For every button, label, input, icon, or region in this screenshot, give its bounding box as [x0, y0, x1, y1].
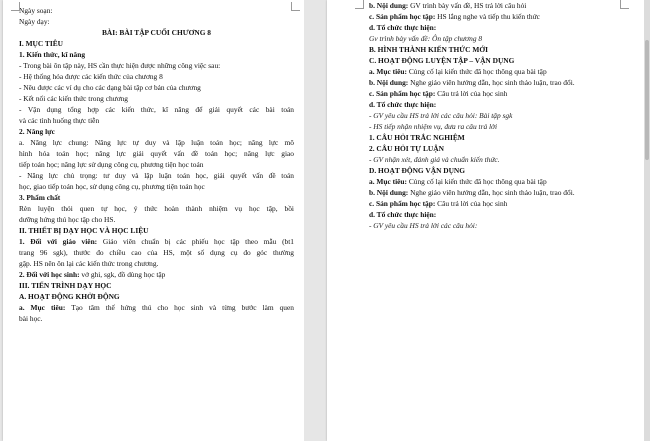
- line-text: B. HÌNH THÀNH KIẾN THỨC MỚI: [369, 45, 488, 54]
- line-text: 1. CÂU HỎI TRẮC NGHIỆM: [369, 133, 465, 142]
- right-page-content[interactable]: [369, 0, 635, 231]
- line-text: 2. Năng lực: [19, 127, 55, 136]
- line-text: - Năng lực chủ trọng: tư duy và lập luận toán học, giải quyết vấn đề toán: [19, 171, 294, 180]
- text-line: [19, 214, 294, 225]
- text-line: [369, 165, 635, 176]
- text-line: [369, 121, 635, 132]
- text-line: [19, 170, 294, 181]
- text-line: [19, 126, 294, 137]
- line-text: d. Tổ chức thực hiện:: [369, 210, 437, 219]
- document-page-right: [327, 0, 645, 441]
- text-line: [19, 203, 294, 214]
- text-line: [19, 313, 294, 324]
- text-line: [19, 181, 294, 192]
- line-text: Củng cố lại kiến thức đã học thông qua bài tập: [406, 67, 547, 76]
- line-label: a. Mục tiêu:: [369, 67, 407, 76]
- text-line: [19, 247, 294, 258]
- line-label: b. Nội dung:: [369, 78, 409, 87]
- text-line: [19, 104, 294, 115]
- line-text: Ngày soạn:: [19, 6, 53, 15]
- line-label: b. Nội dung:: [369, 1, 409, 10]
- text-line: [369, 220, 635, 231]
- line-text: gặp. HS nên ôn lại các kiến thức trong chương.: [19, 259, 159, 268]
- text-line: [369, 33, 635, 44]
- text-line: [369, 110, 635, 121]
- line-text: C. HOẠT ĐỘNG LUYỆN TẬP – VẬN DỤNG: [369, 56, 515, 65]
- text-line: [369, 77, 635, 88]
- text-line: [19, 71, 294, 82]
- line-text: tiếp toán học; năng lực sử dụng công cụ, phương tiện học toán: [19, 160, 204, 169]
- line-text: Tạo tâm thế hứng thú cho học sinh và từng bước làm quen: [65, 303, 294, 312]
- text-line: [19, 236, 294, 247]
- line-text: III. TIẾN TRÌNH DẠY HỌC: [19, 281, 112, 290]
- text-line: [369, 88, 635, 99]
- line-text: Giáo viên chuẩn bị các phiếu học tập theo mẫu (bt1: [97, 237, 294, 246]
- line-label: 2. Đối với học sinh:: [19, 270, 80, 279]
- line-text: - Vận dụng tổng hợp các kiến thức, kĩ năng để giải quyết các bài toán: [19, 105, 294, 114]
- line-text: D. HOẠT ĐỘNG VẬN DỤNG: [369, 166, 466, 175]
- line-text: - GV yêu cầu HS trả lời các câu hỏi: Bài tập sgk: [369, 111, 513, 120]
- line-text: - Kết nối các kiến thức trong chương: [19, 94, 128, 103]
- line-label: c. Sản phẩm học tập:: [369, 199, 436, 208]
- line-text: a. Năng lực chung: Năng lực tự duy và lập luận toán học; năng lực mô: [19, 138, 294, 147]
- text-line: [369, 176, 635, 187]
- line-text: - Nêu được các ví dụ cho các dạng bài tập cơ bản của chương: [19, 83, 201, 92]
- text-line: [369, 209, 635, 220]
- line-text: và các tình huống thực tiễn: [19, 116, 100, 125]
- document-page-left: [3, 0, 304, 441]
- text-line: [19, 38, 294, 49]
- crop-mark-top-left: [355, 0, 364, 9]
- line-label: a. Mục tiêu:: [19, 303, 66, 312]
- line-text: II. THIẾT BỊ DẠY HỌC VÀ HỌC LIỆU: [19, 226, 149, 235]
- text-line: [19, 225, 294, 236]
- line-text: vở ghi, sgk, đồ dùng học tập: [79, 270, 166, 279]
- page-gap: [304, 0, 327, 441]
- text-line: [369, 143, 635, 154]
- scrollbar-thumb[interactable]: [645, 40, 649, 160]
- text-line: [369, 44, 635, 55]
- text-line: [369, 55, 635, 66]
- line-text: - HS tiếp nhận nhiệm vụ, đưa ra câu trả lời: [369, 122, 498, 131]
- text-line: [19, 137, 294, 148]
- line-text: Câu trả lời của học sinh: [435, 199, 508, 208]
- line-text: Nghe giáo viên hướng dẫn, học sinh thảo luận, trao đổi.: [408, 78, 575, 87]
- line-text: I. MỤC TIÊU: [19, 39, 64, 48]
- text-line: [369, 0, 635, 11]
- line-text: - Trong bài ôn tập này, HS cần thực hiện được những công việc sau:: [19, 61, 221, 70]
- line-text: trang 96 sgk), thước đo chiều cao của HS, một số dụng cụ đo góc thường: [19, 248, 294, 257]
- line-label: b. Nội dung:: [369, 188, 409, 197]
- line-text: Nghe giáo viên hướng dẫn, học sinh thảo luận, trao đổi.: [408, 188, 575, 197]
- left-page-content[interactable]: [19, 5, 294, 324]
- line-text: d. Tổ chức thực hiện:: [369, 23, 437, 32]
- line-text: học, giao tiếp toán học, sử dụng công cụ, phương tiện toán học: [19, 182, 205, 191]
- line-text: Củng cố lại kiến thức đã học thông qua bài tập: [406, 177, 547, 186]
- line-text: - Hệ thống hóa được các kiến thức của chương 8: [19, 72, 163, 81]
- line-text: Rèn luyện thói quen tự học, ý thức hoàn thành nhiệm vụ học tập, bồi: [19, 204, 294, 213]
- line-text: - GV nhận xét, đánh giá và chuẩn kiến thức.: [369, 155, 500, 164]
- text-line: [19, 16, 294, 27]
- text-line: [19, 60, 294, 71]
- text-line: [369, 187, 635, 198]
- line-text: 1. Kiến thức, kĩ năng: [19, 50, 86, 59]
- line-text: Gv trình bày vấn đề: Ôn tập chương 8: [369, 34, 483, 43]
- text-line: [19, 93, 294, 104]
- text-line: [369, 99, 635, 110]
- crop-mark-top-right: [291, 2, 300, 11]
- line-text: dưỡng hứng thú học tập cho HS.: [19, 215, 116, 224]
- line-text: 3. Phẩm chất: [19, 193, 61, 202]
- line-label: a. Mục tiêu:: [369, 177, 407, 186]
- text-line: [19, 302, 294, 313]
- crop-mark-top-right: [620, 0, 629, 9]
- text-line: [369, 198, 635, 209]
- text-line: [369, 132, 635, 143]
- text-line: [19, 269, 294, 280]
- line-text: BÀI: BÀI TẬP CUỐI CHƯƠNG 8: [101, 28, 212, 37]
- line-text: d. Tổ chức thực hiện:: [369, 100, 437, 109]
- text-line: [369, 11, 635, 22]
- text-line: [19, 49, 294, 60]
- text-line: [19, 291, 294, 302]
- line-label: c. Sản phẩm học tập:: [369, 12, 436, 21]
- line-text: GV trình bày vấn đề, HS trả lời câu hỏi: [408, 1, 527, 10]
- text-line: [369, 66, 635, 77]
- text-line: [19, 82, 294, 93]
- text-line: [19, 192, 294, 203]
- text-line: [19, 27, 294, 38]
- text-line: [19, 148, 294, 159]
- text-line: [369, 154, 635, 165]
- line-label: c. Sản phẩm học tập:: [369, 89, 436, 98]
- line-text: Câu trả lời của học sinh: [435, 89, 508, 98]
- crop-mark-top-left: [11, 2, 20, 11]
- line-text: Ngày dạy:: [19, 17, 50, 26]
- line-text: 2. CÂU HỎI TỰ LUẬN: [369, 144, 444, 153]
- text-line: [19, 280, 294, 291]
- text-line: [369, 22, 635, 33]
- text-line: [19, 5, 294, 16]
- text-line: [19, 159, 294, 170]
- vertical-scrollbar[interactable]: [644, 0, 650, 441]
- line-text: bài học.: [19, 314, 43, 323]
- line-text: - GV yêu cầu HS trả lời các câu hỏi:: [369, 221, 478, 230]
- line-text: HS lắng nghe và tiếp thu kiến thức: [435, 12, 540, 21]
- line-label: 1. Đối với giáo viên:: [19, 237, 98, 246]
- line-text: hình hóa toán học; năng lực giải quyết vấn đề toán học; năng lực giao: [19, 149, 294, 158]
- line-text: A. HOẠT ĐỘNG KHỞI ĐỘNG: [19, 292, 120, 301]
- text-line: [19, 115, 294, 126]
- text-line: [19, 258, 294, 269]
